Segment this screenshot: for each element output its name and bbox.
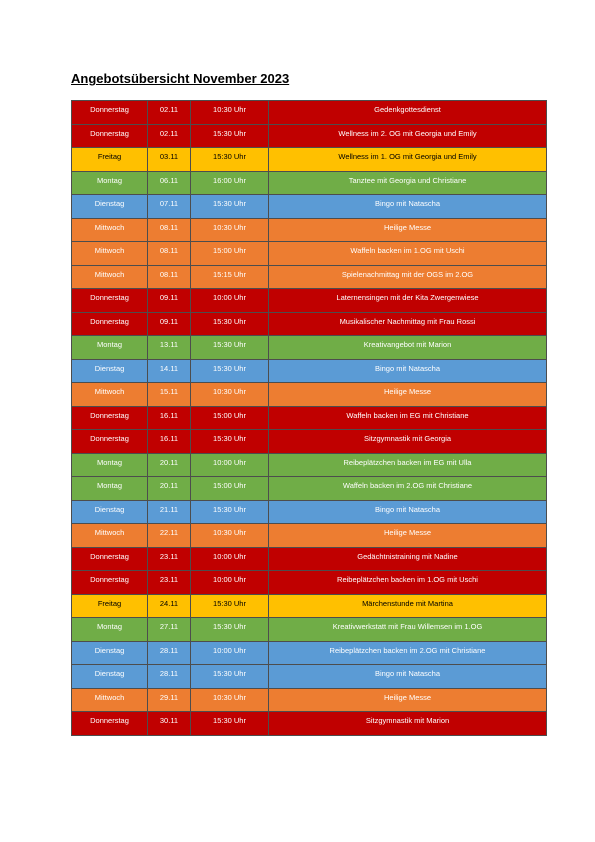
day-cell: Donnerstag <box>72 430 148 454</box>
day-cell: Donnerstag <box>72 312 148 336</box>
time-cell: 15:30 Uhr <box>191 665 269 689</box>
time-cell: 10:30 Uhr <box>191 688 269 712</box>
table-row <box>72 641 547 665</box>
time-cell: 10:30 Uhr <box>191 218 269 242</box>
time-cell: 15:30 Uhr <box>191 336 269 360</box>
time-cell: 10:00 Uhr <box>191 547 269 571</box>
activity-cell: Wellness im 2. OG mit Georgia und Emily <box>269 124 547 148</box>
time-cell: 16:00 Uhr <box>191 171 269 195</box>
date-cell: 20.11 <box>148 477 191 501</box>
table-row <box>72 618 547 642</box>
activity-cell: Märchenstunde mit Martina <box>269 594 547 618</box>
time-cell: 10:30 Uhr <box>191 383 269 407</box>
day-cell: Montag <box>72 336 148 360</box>
schedule-table <box>71 100 547 736</box>
time-cell: 15:00 Uhr <box>191 477 269 501</box>
day-cell: Dienstag <box>72 641 148 665</box>
activity-cell: Reibeplätzchen backen im 2.OG mit Christiane <box>269 641 547 665</box>
time-cell: 15:00 Uhr <box>191 406 269 430</box>
table-row <box>72 712 547 736</box>
activity-cell: Waffeln backen im 2.OG mit Christiane <box>269 477 547 501</box>
day-cell: Montag <box>72 171 148 195</box>
activity-cell: Bingo mit Natascha <box>269 359 547 383</box>
date-cell: 28.11 <box>148 665 191 689</box>
day-cell: Dienstag <box>72 665 148 689</box>
table-row <box>72 289 547 313</box>
day-cell: Mittwoch <box>72 524 148 548</box>
day-cell: Donnerstag <box>72 571 148 595</box>
time-cell: 15:30 Uhr <box>191 430 269 454</box>
day-cell: Donnerstag <box>72 712 148 736</box>
time-cell: 15:00 Uhr <box>191 242 269 266</box>
table-row <box>72 594 547 618</box>
day-cell: Mittwoch <box>72 383 148 407</box>
activity-cell: Gedächtnistraining mit Nadine <box>269 547 547 571</box>
activity-cell: Musikalischer Nachmittag mit Frau Rossi <box>269 312 547 336</box>
day-cell: Donnerstag <box>72 547 148 571</box>
time-cell: 15:30 Uhr <box>191 594 269 618</box>
date-cell: 14.11 <box>148 359 191 383</box>
date-cell: 28.11 <box>148 641 191 665</box>
day-cell: Mittwoch <box>72 242 148 266</box>
activity-cell: Waffeln backen im EG mit Christiane <box>269 406 547 430</box>
time-cell: 15:30 Uhr <box>191 148 269 172</box>
time-cell: 10:00 Uhr <box>191 453 269 477</box>
table-row <box>72 547 547 571</box>
date-cell: 09.11 <box>148 312 191 336</box>
table-row <box>72 477 547 501</box>
time-cell: 15:30 Uhr <box>191 712 269 736</box>
time-cell: 15:30 Uhr <box>191 359 269 383</box>
time-cell: 15:30 Uhr <box>191 618 269 642</box>
activity-cell: Heilige Messe <box>269 524 547 548</box>
date-cell: 29.11 <box>148 688 191 712</box>
activity-cell: Waffeln backen im 1.OG mit Uschi <box>269 242 547 266</box>
table-row <box>72 195 547 219</box>
day-cell: Mittwoch <box>72 218 148 242</box>
day-cell: Dienstag <box>72 500 148 524</box>
table-row <box>72 312 547 336</box>
time-cell: 10:00 Uhr <box>191 571 269 595</box>
activity-cell: Sitzgymnastik mit Marion <box>269 712 547 736</box>
date-cell: 13.11 <box>148 336 191 360</box>
activity-cell: Reibeplätzchen backen im 1.OG mit Uschi <box>269 571 547 595</box>
time-cell: 15:30 Uhr <box>191 500 269 524</box>
time-cell: 10:30 Uhr <box>191 101 269 125</box>
time-cell: 15:30 Uhr <box>191 312 269 336</box>
schedule-body <box>72 101 547 736</box>
day-cell: Montag <box>72 618 148 642</box>
activity-cell: Spielenachmittag mit der OGS im 2.OG <box>269 265 547 289</box>
time-cell: 10:00 Uhr <box>191 641 269 665</box>
activity-cell: Sitzgymnastik mit Georgia <box>269 430 547 454</box>
activity-cell: Kreativwerkstatt mit Frau Willemsen im 1.OG <box>269 618 547 642</box>
table-row <box>72 148 547 172</box>
activity-cell: Heilige Messe <box>269 383 547 407</box>
table-row <box>72 336 547 360</box>
date-cell: 24.11 <box>148 594 191 618</box>
activity-cell: Gedenkgottesdienst <box>269 101 547 125</box>
activity-cell: Bingo mit Natascha <box>269 665 547 689</box>
day-cell: Montag <box>72 477 148 501</box>
table-row <box>72 359 547 383</box>
date-cell: 23.11 <box>148 547 191 571</box>
date-cell: 02.11 <box>148 124 191 148</box>
date-cell: 15.11 <box>148 383 191 407</box>
date-cell: 08.11 <box>148 265 191 289</box>
day-cell: Dienstag <box>72 359 148 383</box>
date-cell: 06.11 <box>148 171 191 195</box>
time-cell: 15:30 Uhr <box>191 124 269 148</box>
table-row <box>72 406 547 430</box>
table-row <box>72 524 547 548</box>
table-row <box>72 171 547 195</box>
table-row <box>72 242 547 266</box>
day-cell: Montag <box>72 453 148 477</box>
table-row <box>72 265 547 289</box>
time-cell: 10:30 Uhr <box>191 524 269 548</box>
activity-cell: Laternensingen mit der Kita Zwergenwiese <box>269 289 547 313</box>
day-cell: Dienstag <box>72 195 148 219</box>
date-cell: 22.11 <box>148 524 191 548</box>
date-cell: 07.11 <box>148 195 191 219</box>
day-cell: Freitag <box>72 594 148 618</box>
date-cell: 30.11 <box>148 712 191 736</box>
activity-cell: Tanztee mit Georgia und Christiane <box>269 171 547 195</box>
date-cell: 03.11 <box>148 148 191 172</box>
table-row <box>72 665 547 689</box>
date-cell: 23.11 <box>148 571 191 595</box>
day-cell: Mittwoch <box>72 688 148 712</box>
table-row <box>72 383 547 407</box>
time-cell: 10:00 Uhr <box>191 289 269 313</box>
table-row <box>72 101 547 125</box>
table-row <box>72 430 547 454</box>
table-row <box>72 453 547 477</box>
activity-cell: Bingo mit Natascha <box>269 195 547 219</box>
day-cell: Donnerstag <box>72 124 148 148</box>
date-cell: 27.11 <box>148 618 191 642</box>
date-cell: 16.11 <box>148 430 191 454</box>
day-cell: Donnerstag <box>72 289 148 313</box>
day-cell: Freitag <box>72 148 148 172</box>
time-cell: 15:15 Uhr <box>191 265 269 289</box>
time-cell: 15:30 Uhr <box>191 195 269 219</box>
table-row <box>72 688 547 712</box>
day-cell: Donnerstag <box>72 101 148 125</box>
date-cell: 16.11 <box>148 406 191 430</box>
table-row <box>72 571 547 595</box>
date-cell: 02.11 <box>148 101 191 125</box>
date-cell: 08.11 <box>148 242 191 266</box>
page-title: Angebotsübersicht November 2023 <box>71 71 290 86</box>
day-cell: Mittwoch <box>72 265 148 289</box>
table-row <box>72 124 547 148</box>
activity-cell: Wellness im 1. OG mit Georgia und Emily <box>269 148 547 172</box>
date-cell: 20.11 <box>148 453 191 477</box>
table-row <box>72 218 547 242</box>
activity-cell: Kreativangebot mit Marion <box>269 336 547 360</box>
day-cell: Donnerstag <box>72 406 148 430</box>
activity-cell: Reibeplätzchen backen im EG mit Ulla <box>269 453 547 477</box>
date-cell: 08.11 <box>148 218 191 242</box>
table-row <box>72 500 547 524</box>
date-cell: 09.11 <box>148 289 191 313</box>
date-cell: 21.11 <box>148 500 191 524</box>
activity-cell: Heilige Messe <box>269 688 547 712</box>
activity-cell: Heilige Messe <box>269 218 547 242</box>
activity-cell: Bingo mit Natascha <box>269 500 547 524</box>
